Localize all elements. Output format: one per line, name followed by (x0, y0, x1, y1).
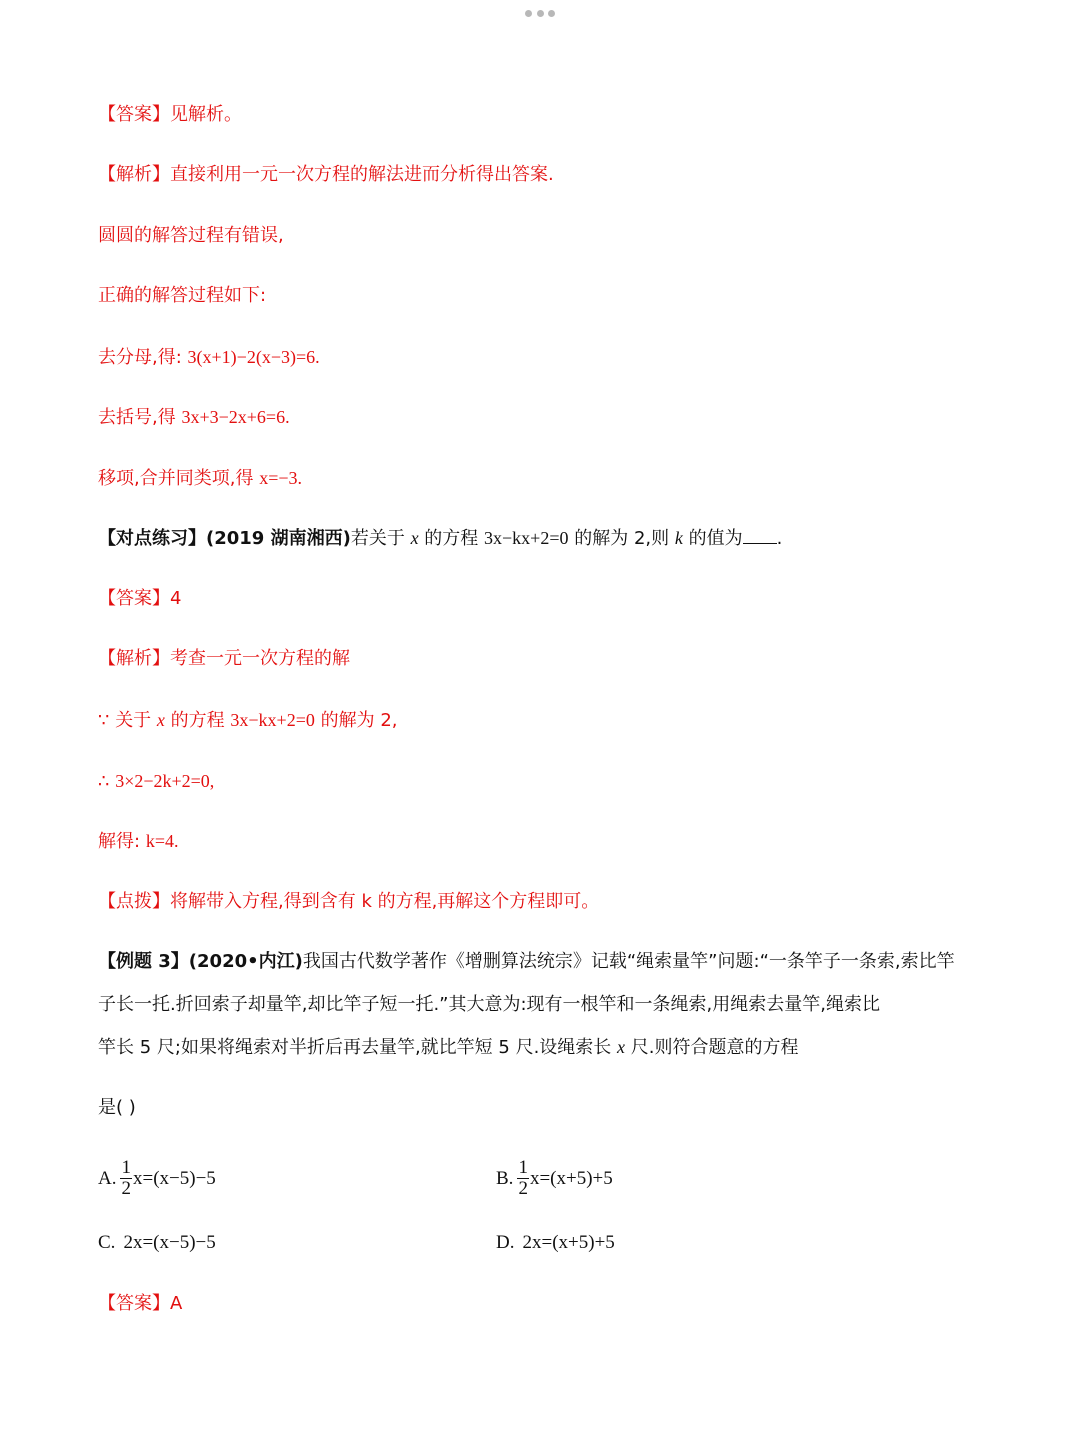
step-1-expression: 3(x+1)−2(x−3)=6. (187, 347, 320, 367)
option-b-letter: B. (496, 1167, 514, 1189)
practice-solution-line-3 (98, 828, 178, 855)
practice-solution-line-2 (98, 768, 214, 795)
option-d-expression: 2x=(x+5)+5 (522, 1232, 615, 1253)
option-b[interactable] (496, 1158, 613, 1199)
step-3-label: 移项,合并同类项,得 (98, 468, 254, 489)
step-2-label: 去括号,得 (98, 407, 176, 428)
example-3-source: (2020•内江) (188, 951, 303, 972)
option-d-letter: D. (496, 1232, 515, 1253)
step-1-label: 去分母,得: (98, 347, 182, 368)
option-a-letter: A. (98, 1167, 117, 1189)
option-b-numerator: 1 (518, 1157, 528, 1178)
example-3-text-3b: 尺.则符合题意的方程 (630, 1037, 799, 1058)
practice-solution-text-a: 关于 (115, 710, 152, 731)
therefore-symbol: ∴ (98, 771, 110, 792)
example-3-label: 【例题 3】 (98, 951, 189, 972)
practice-text-b: 的方程 (424, 528, 479, 549)
option-a[interactable] (98, 1158, 216, 1199)
example-3-answer: 【答案】A (98, 1293, 183, 1314)
practice-var-k: k (674, 528, 683, 548)
practice-solution-equation: 3x−kx+2=0 (230, 710, 315, 730)
practice-text-a: 若关于 (350, 528, 405, 549)
answer-line-1: 【答案】见解析。 (98, 104, 242, 125)
because-symbol: ∵ (98, 710, 110, 731)
option-c-letter: C. (98, 1232, 116, 1253)
practice-var-x: x (410, 528, 419, 548)
practice-hint: 【点拨】将解带入方程,得到含有 k 的方程,再解这个方程即可。 (98, 891, 600, 912)
practice-period: . (776, 528, 783, 549)
practice-solution-text-b: 的方程 (170, 710, 225, 731)
example-3-line-2: 子长一托.折回索子却量竿,却比竿子短一托.”其大意为:现有一根竿和一条绳索,用绳索去量竿,绳索比 (98, 994, 880, 1015)
option-a-numerator: 1 (121, 1157, 131, 1178)
example-3-text-1: 我国古代数学著作《增删算法统宗》记载“绳索量竿”问题:“一条竿子一条索,索比竿 (302, 951, 955, 972)
solution-text-1: 圆圆的解答过程有错误, (98, 225, 284, 246)
example-3-line-1 (98, 949, 955, 975)
practice-label: 【对点练习】 (98, 528, 206, 549)
option-a-denominator: 2 (121, 1178, 131, 1199)
practice-solution-var-x: x (156, 710, 165, 730)
example-3-text-3a: 竿长 5 尺;如果将绳索对半折后再去量竿,就比竿短 5 尺.设绳索长 (98, 1037, 612, 1058)
example-3-line-3 (98, 1034, 799, 1061)
more-dots-icon[interactable] (525, 8, 555, 18)
practice-solution-line-1 (98, 707, 398, 734)
practice-solution-substitution: 3×2−2k+2=0, (115, 771, 215, 791)
practice-text-d: 的值为 (688, 528, 743, 549)
solution-step-1 (98, 344, 320, 371)
practice-text-c: 的解为 2,则 (574, 528, 670, 549)
solution-step-3 (98, 465, 302, 492)
practice-source: (2019 湖南湘西) (206, 528, 351, 549)
option-a-expression: x=(x−5)−5 (132, 1167, 216, 1189)
step-3-expression: x=−3. (259, 468, 302, 488)
practice-analysis: 【解析】考查一元一次方程的解 (98, 648, 350, 669)
practice-answer: 【答案】4 (98, 588, 182, 609)
practice-solution-text-c: 的解为 2, (320, 710, 398, 731)
option-c-expression: 2x=(x−5)−5 (123, 1232, 216, 1253)
option-d[interactable] (496, 1230, 615, 1256)
option-a-fraction (120, 1158, 132, 1199)
option-b-fraction (517, 1158, 529, 1199)
option-b-denominator: 2 (518, 1178, 528, 1199)
analysis-line-1: 【解析】直接利用一元一次方程的解法进而分析得出答案. (98, 164, 554, 185)
solve-label: 解得: (98, 831, 141, 852)
practice-equation: 3x−kx+2=0 (484, 528, 569, 548)
practice-question (98, 525, 782, 552)
solution-step-2 (98, 404, 290, 431)
solve-result: k=4. (145, 831, 179, 851)
option-c[interactable] (98, 1230, 216, 1256)
example-3-line-4: 是( ) (98, 1097, 136, 1118)
solution-text-2: 正确的解答过程如下: (98, 285, 267, 306)
step-2-expression: 3x+3−2x+6=6. (181, 407, 290, 427)
example-3-var-x: x (617, 1037, 626, 1057)
option-b-expression: x=(x+5)+5 (529, 1167, 613, 1189)
answer-blank (743, 527, 777, 544)
